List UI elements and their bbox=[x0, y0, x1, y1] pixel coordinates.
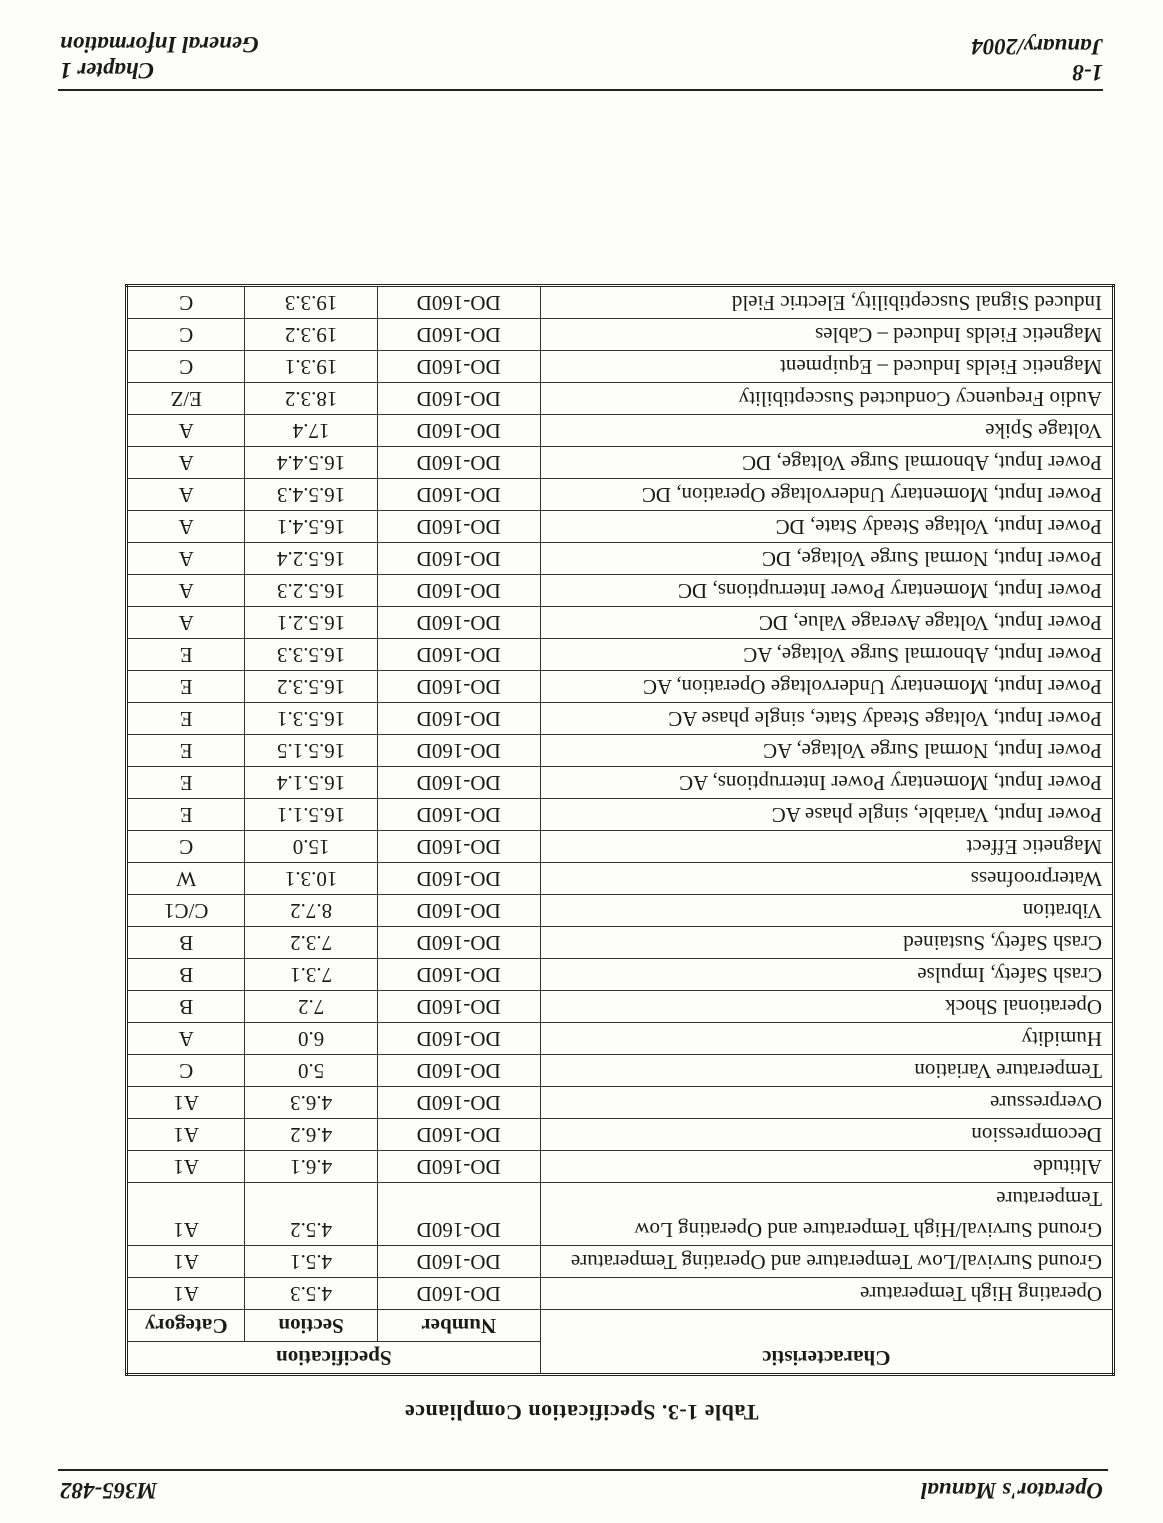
characteristic-cell: Power Input, Momentary Undervoltage Operation, AC bbox=[540, 671, 1113, 703]
number-cell: DO-160D bbox=[377, 479, 540, 511]
table-row bbox=[127, 671, 1114, 703]
category-cell: A bbox=[127, 543, 245, 575]
table-row bbox=[127, 863, 1114, 895]
section-cell: 16.5.4.1 bbox=[245, 511, 377, 543]
characteristic-cell: Power Input, Momentary Power Interruptions, AC bbox=[540, 767, 1113, 799]
section-cell: 4.6.3 bbox=[245, 1087, 377, 1119]
table-row bbox=[127, 1055, 1114, 1087]
category-cell: B bbox=[127, 927, 245, 959]
characteristic-cell: Magnetic Fields Induced – Cables bbox=[540, 319, 1113, 351]
table-row bbox=[127, 1183, 1114, 1246]
section-cell: 5.0 bbox=[245, 1055, 377, 1087]
category-cell: C bbox=[127, 286, 245, 319]
table-row bbox=[127, 575, 1114, 607]
table-row bbox=[127, 1119, 1114, 1151]
category-cell: E bbox=[127, 799, 245, 831]
characteristic-cell: Temperature Variation bbox=[540, 1055, 1113, 1087]
footer-right bbox=[60, 31, 259, 83]
section-cell: 16.5.3.2 bbox=[245, 671, 377, 703]
number-cell: DO-160D bbox=[377, 703, 540, 735]
category-cell: B bbox=[127, 991, 245, 1023]
section-cell: 16.5.1.5 bbox=[245, 735, 377, 767]
number-cell: DO-160D bbox=[377, 1278, 540, 1310]
characteristic-cell: Ground Survival/High Temperature and Operating Low Temperature bbox=[540, 1183, 1113, 1246]
number-cell: DO-160D bbox=[377, 351, 540, 383]
table-row bbox=[127, 383, 1114, 415]
characteristic-cell: Power Input, Abnormal Surge Voltage, DC bbox=[540, 447, 1113, 479]
column-header-section: Section bbox=[245, 1310, 377, 1342]
section-cell: 8.7.2 bbox=[245, 895, 377, 927]
page-number: 1-8 bbox=[1072, 60, 1103, 85]
section-cell: 16.5.2.3 bbox=[245, 575, 377, 607]
characteristic-cell: Vibration bbox=[540, 895, 1113, 927]
section-cell: 7.3.1 bbox=[245, 959, 377, 991]
section-cell: 16.5.2.4 bbox=[245, 543, 377, 575]
category-cell: A bbox=[127, 479, 245, 511]
category-cell: A1 bbox=[127, 1151, 245, 1183]
table-row bbox=[127, 1023, 1114, 1055]
category-cell: E bbox=[127, 703, 245, 735]
table-row bbox=[127, 799, 1114, 831]
table-row bbox=[127, 319, 1114, 351]
characteristic-cell: Crash Safety, Impulse bbox=[540, 959, 1113, 991]
characteristic-cell: Overpressure bbox=[540, 1087, 1113, 1119]
table-row bbox=[127, 607, 1114, 639]
table-row bbox=[127, 767, 1114, 799]
revision-date: January/2004 bbox=[971, 34, 1103, 59]
characteristic-cell: Voltage Spike bbox=[540, 415, 1113, 447]
characteristic-cell: Magnetic Effect bbox=[540, 831, 1113, 863]
category-cell: E bbox=[127, 671, 245, 703]
number-cell: DO-160D bbox=[377, 671, 540, 703]
category-cell: A1 bbox=[127, 1183, 245, 1246]
footer-rule bbox=[58, 89, 1103, 91]
category-cell: A bbox=[127, 415, 245, 447]
chapter-title: General Information bbox=[60, 32, 259, 57]
table-row bbox=[127, 831, 1114, 863]
number-cell: DO-160D bbox=[377, 607, 540, 639]
category-cell: A1 bbox=[127, 1087, 245, 1119]
number-cell: DO-160D bbox=[377, 799, 540, 831]
table-caption: Table 1-3. Specification Compliance bbox=[404, 1400, 759, 1425]
section-cell: 19.3.3 bbox=[245, 286, 377, 319]
table-row bbox=[127, 447, 1114, 479]
section-cell: 16.5.2.1 bbox=[245, 607, 377, 639]
number-cell: DO-160D bbox=[377, 383, 540, 415]
category-cell: E bbox=[127, 639, 245, 671]
number-cell: DO-160D bbox=[377, 639, 540, 671]
number-cell: DO-160D bbox=[377, 1183, 540, 1246]
number-cell: DO-160D bbox=[377, 1055, 540, 1087]
section-cell: 18.3.2 bbox=[245, 383, 377, 415]
section-cell: 7.3.2 bbox=[245, 927, 377, 959]
table-row bbox=[127, 511, 1114, 543]
table-row bbox=[127, 479, 1114, 511]
category-cell: E/Z bbox=[127, 383, 245, 415]
section-cell: 16.5.1.4 bbox=[245, 767, 377, 799]
characteristic-cell: Operating High Temperature bbox=[540, 1278, 1113, 1310]
number-cell: DO-160D bbox=[377, 1119, 540, 1151]
specification-compliance-table bbox=[125, 284, 1115, 1376]
chapter-label: Chapter 1 bbox=[60, 58, 154, 83]
table-row bbox=[127, 415, 1114, 447]
category-cell: A bbox=[127, 447, 245, 479]
table-row bbox=[127, 895, 1114, 927]
column-header-category: Category bbox=[127, 1310, 245, 1342]
category-cell: C bbox=[127, 1055, 245, 1087]
section-cell: 6.0 bbox=[245, 1023, 377, 1055]
characteristic-cell: Ground Survival/Low Temperature and Operating Temperature bbox=[540, 1246, 1113, 1278]
table-row bbox=[127, 991, 1114, 1023]
number-cell: DO-160D bbox=[377, 831, 540, 863]
characteristic-cell: Magnetic Fields Induced – Equipment bbox=[540, 351, 1113, 383]
section-cell: 16.5.3.3 bbox=[245, 639, 377, 671]
section-cell: 4.5.3 bbox=[245, 1278, 377, 1310]
category-cell: A1 bbox=[127, 1278, 245, 1310]
table-row bbox=[127, 286, 1114, 319]
characteristic-cell: Power Input, Normal Surge Voltage, DC bbox=[540, 543, 1113, 575]
table-row bbox=[127, 703, 1114, 735]
number-cell: DO-160D bbox=[377, 1087, 540, 1119]
category-cell: A1 bbox=[127, 1246, 245, 1278]
category-cell: E bbox=[127, 735, 245, 767]
number-cell: DO-160D bbox=[377, 543, 540, 575]
number-cell: DO-160D bbox=[377, 959, 540, 991]
category-cell: A bbox=[127, 575, 245, 607]
table-row bbox=[127, 927, 1114, 959]
section-cell: 16.5.1.1 bbox=[245, 799, 377, 831]
characteristic-cell: Power Input, Momentary Power Interruptions, DC bbox=[540, 575, 1113, 607]
category-cell: A bbox=[127, 1023, 245, 1055]
characteristic-cell: Power Input, Normal Surge Voltage, AC bbox=[540, 735, 1113, 767]
document-number: M365-482 bbox=[60, 1478, 158, 1503]
column-header-characteristic: Characteristic bbox=[540, 1310, 1113, 1375]
number-cell: DO-160D bbox=[377, 447, 540, 479]
section-cell: 4.5.1 bbox=[245, 1246, 377, 1278]
number-cell: DO-160D bbox=[377, 286, 540, 319]
characteristic-cell: Power Input, Abnormal Surge Voltage, AC bbox=[540, 639, 1113, 671]
characteristic-cell: Humidity bbox=[540, 1023, 1113, 1055]
characteristic-cell: Decompression bbox=[540, 1119, 1113, 1151]
category-cell: C bbox=[127, 831, 245, 863]
number-cell: DO-160D bbox=[377, 991, 540, 1023]
table-row bbox=[127, 639, 1114, 671]
column-header-number: Number bbox=[377, 1310, 540, 1342]
number-cell: DO-160D bbox=[377, 767, 540, 799]
section-cell: 7.2 bbox=[245, 991, 377, 1023]
category-cell: C bbox=[127, 319, 245, 351]
number-cell: DO-160D bbox=[377, 1023, 540, 1055]
table-row bbox=[127, 735, 1114, 767]
section-cell: 4.5.2 bbox=[245, 1183, 377, 1246]
section-cell: 10.3.1 bbox=[245, 863, 377, 895]
number-cell: DO-160D bbox=[377, 1246, 540, 1278]
characteristic-cell: Induced Signal Susceptibility, Electric Field bbox=[540, 286, 1113, 319]
category-cell: A bbox=[127, 607, 245, 639]
table-row bbox=[127, 1087, 1114, 1119]
number-cell: DO-160D bbox=[377, 927, 540, 959]
category-cell: C bbox=[127, 351, 245, 383]
section-cell: 15.0 bbox=[245, 831, 377, 863]
characteristic-cell: Power Input, Momentary Undervoltage Operation, DC bbox=[540, 479, 1113, 511]
section-cell: 16.5.3.1 bbox=[245, 703, 377, 735]
number-cell: DO-160D bbox=[377, 319, 540, 351]
section-cell: 4.6.2 bbox=[245, 1119, 377, 1151]
number-cell: DO-160D bbox=[377, 863, 540, 895]
number-cell: DO-160D bbox=[377, 575, 540, 607]
category-cell: A bbox=[127, 511, 245, 543]
category-cell: E bbox=[127, 767, 245, 799]
category-cell: B bbox=[127, 959, 245, 991]
characteristic-cell: Operational Shock bbox=[540, 991, 1113, 1023]
column-group-specification: Specification bbox=[127, 1342, 541, 1375]
category-cell: C/C1 bbox=[127, 895, 245, 927]
number-cell: DO-160D bbox=[377, 895, 540, 927]
table-row bbox=[127, 959, 1114, 991]
section-cell: 17.4 bbox=[245, 415, 377, 447]
section-cell: 16.5.4.3 bbox=[245, 479, 377, 511]
table-row bbox=[127, 1151, 1114, 1183]
characteristic-cell: Power Input, Voltage Average Value, DC bbox=[540, 607, 1113, 639]
section-cell: 4.6.1 bbox=[245, 1151, 377, 1183]
table-row bbox=[127, 351, 1114, 383]
section-cell: 16.5.4.4 bbox=[245, 447, 377, 479]
characteristic-cell: Waterproofness bbox=[540, 863, 1113, 895]
characteristic-cell: Power Input, Voltage Steady State, DC bbox=[540, 511, 1113, 543]
number-cell: DO-160D bbox=[377, 735, 540, 767]
section-cell: 19.3.2 bbox=[245, 319, 377, 351]
characteristic-cell: Audio Frequency Conducted Susceptibility bbox=[540, 383, 1113, 415]
characteristic-cell: Power Input, Voltage Steady State, single phase AC bbox=[540, 703, 1113, 735]
category-cell: W bbox=[127, 863, 245, 895]
footer-left bbox=[971, 33, 1103, 85]
category-cell: A1 bbox=[127, 1119, 245, 1151]
table-row bbox=[127, 1246, 1114, 1278]
number-cell: DO-160D bbox=[377, 1151, 540, 1183]
characteristic-cell: Altitude bbox=[540, 1151, 1113, 1183]
table-row bbox=[127, 543, 1114, 575]
manual-title: Operator's Manual bbox=[920, 1478, 1103, 1503]
number-cell: DO-160D bbox=[377, 511, 540, 543]
characteristic-cell: Power Input, Variable, single phase AC bbox=[540, 799, 1113, 831]
characteristic-cell: Crash Safety, Sustained bbox=[540, 927, 1113, 959]
number-cell: DO-160D bbox=[377, 415, 540, 447]
table-row bbox=[127, 1278, 1114, 1310]
header-rule bbox=[58, 1469, 1108, 1471]
section-cell: 19.3.1 bbox=[245, 351, 377, 383]
